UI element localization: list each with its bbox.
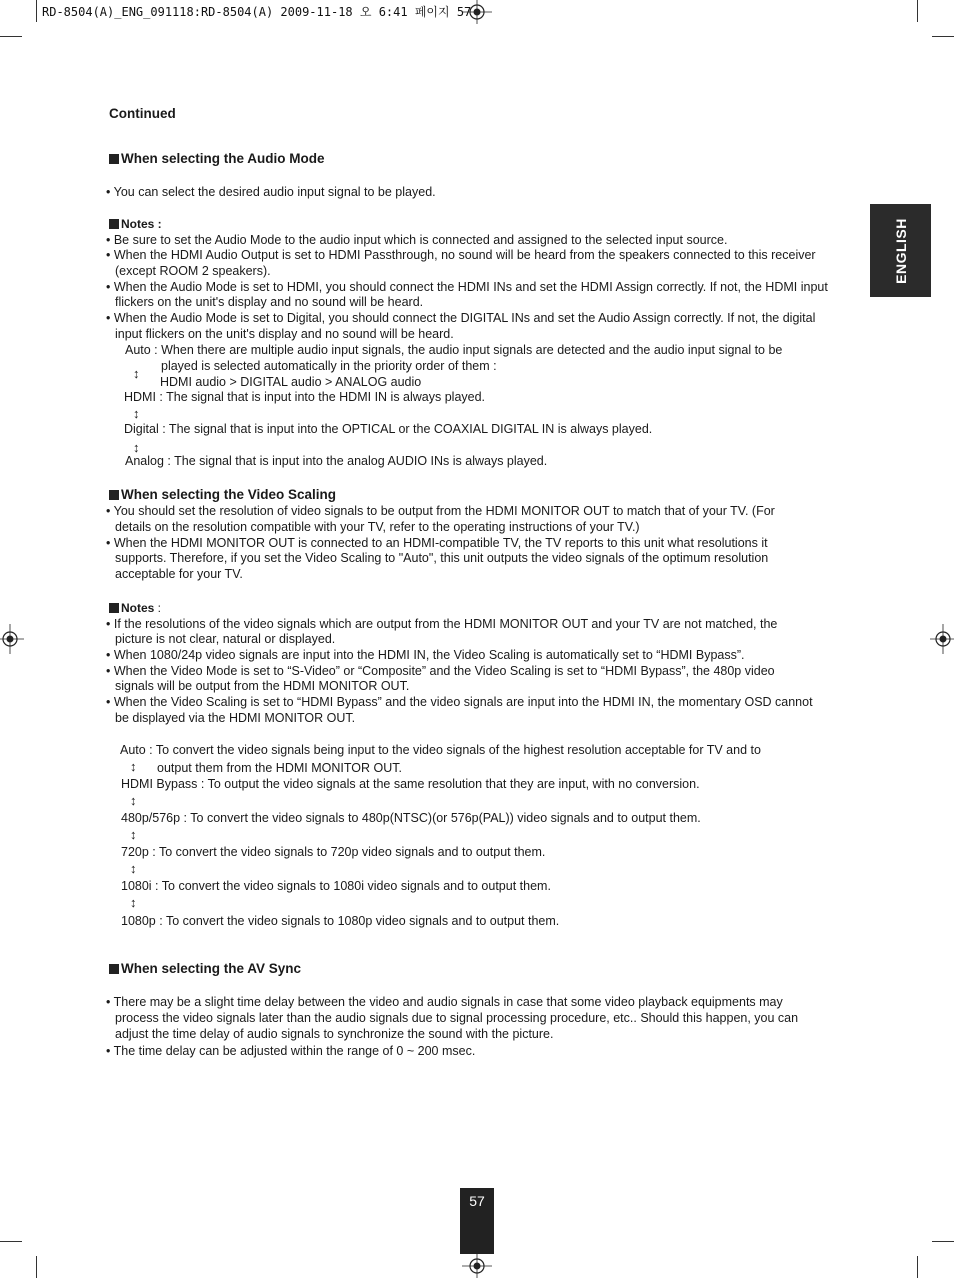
registration-mark-icon [930,624,954,654]
audio-mode-auto-cont: played is selected automatically in the priority order of them : [161,359,497,373]
av-sync-line: • The time delay can be adjusted within the range of 0 ~ 200 msec. [106,1044,476,1058]
video-mode-auto: Auto : To convert the video signals being input to the video signals of the highest resolution acceptable for TV and to [120,743,761,757]
video-intro-line: details on the resolution compatible with your TV, refer to the operating instructions of your TV.) [115,520,640,534]
video-intro-line: acceptable for your TV. [115,567,243,581]
audio-mode-hdmi: HDMI : The signal that is input into the HDMI IN is always played. [124,390,486,404]
print-header: RD-8504(A)_ENG_091118:RD-8504(A) 2009-11-18 오 6:41 페이지 57 [42,5,472,19]
audio-note-line: • When the Audio Mode is set to Digital, you should connect the DIGITAL INs and set the Audio Assign correctly. If not, the digital [106,311,816,325]
audio-mode-heading: When selecting the Audio Mode [109,151,325,166]
crop-mark [0,1241,22,1242]
audio-mode-auto: Auto : When there are multiple audio input signals, the audio input signals are detected and the audio input signal to be [125,343,783,357]
video-mode-hdmi-bypass: HDMI Bypass : To output the video signals at the same resolution that they are input, with no conversion. [121,777,700,791]
crop-mark [0,36,22,37]
audio-mode-digital: Digital : The signal that is input into the OPTICAL or the COAXIAL DIGITAL IN is always played. [124,422,653,436]
video-intro-line: • When the HDMI MONITOR OUT is connected to an HDMI-compatible TV, the TV reports to this unit what resolutions it [106,536,768,550]
video-mode-720p: 720p : To convert the video signals to 720p video signals and to output them. [121,845,546,859]
square-bullet-icon [109,490,119,500]
video-note-line: • When the Video Mode is set to “S-Video” or “Composite” and the Video Scaling is set to “HDMI Bypass”, the 480p video [106,664,775,678]
square-bullet-icon [109,603,119,613]
audio-note-line: flickers on the unit's display and no sound will be heard. [115,295,424,309]
square-bullet-icon [109,964,119,974]
video-intro-line: • You should set the resolution of video signals to be output from the HDMI MONITOR OUT to match that of your TV. (For [106,504,775,518]
audio-note-line: input flickers on the unit's display and no sound will be heard. [115,327,454,341]
av-sync-line: adjust the time delay of audio signals to synchronize the sound with the picture. [115,1027,554,1041]
video-notes-label: Notes : [109,601,161,615]
crop-mark [917,0,918,22]
video-mode-1080i: 1080i : To convert the video signals to 1080i video signals and to output them. [121,879,551,893]
video-mode-auto-cont: output them from the HDMI MONITOR OUT. [157,761,402,775]
video-note-line: • When the Video Scaling is set to “HDMI Bypass” and the video signals are input into the HDMI IN, the momentary OSD cannot [106,695,813,709]
updown-arrow-icon: ↕ [133,440,140,455]
page-number-box [460,1188,494,1254]
updown-arrow-icon: ↕ [133,406,140,421]
square-bullet-icon [109,219,119,229]
continued-label: Continued [109,106,176,121]
video-note-line: • If the resolutions of the video signals which are output from the HDMI MONITOR OUT and your TV are not matched, the [106,617,778,631]
audio-note-line: • Be sure to set the Audio Mode to the audio input which is connected and assigned to the selected input source. [106,233,728,247]
video-note-line: signals will be output from the HDMI MONITOR OUT. [115,679,410,693]
video-note-line: be displayed via the HDMI MONITOR OUT. [115,711,356,725]
updown-arrow-icon: ↕ [130,895,137,910]
language-tab [870,204,931,297]
video-note-line: • When 1080/24p video signals are input into the HDMI IN, the Video Scaling is automatically set to “HDMI Bypass”. [106,648,745,662]
crop-mark [36,0,37,22]
audio-priority-order: HDMI audio > DIGITAL audio > ANALOG audio [160,375,422,389]
audio-notes-label: Notes : [109,217,162,231]
audio-mode-analog: Analog : The signal that is input into the analog AUDIO INs is always played. [125,454,548,468]
square-bullet-icon [109,154,119,164]
registration-mark-icon [462,1254,492,1278]
av-sync-heading: When selecting the AV Sync [109,961,301,976]
page-number: 57 [469,1193,485,1209]
audio-note-line: • When the Audio Mode is set to HDMI, you should connect the HDMI INs and set the HDMI Assign correctly. If not, the HDMI input [106,280,828,294]
language-tab-label: ENGLISH [892,217,909,284]
audio-note-line: (except ROOM 2 speakers). [115,264,271,278]
video-mode-1080p: 1080p : To convert the video signals to 1080p video signals and to output them. [121,914,560,928]
crop-mark [932,1241,954,1242]
video-intro-line: supports. Therefore, if you set the Video Scaling to "Auto", this unit outputs the video signals of the optimum resolution [115,551,769,565]
registration-mark-icon [0,624,24,654]
updown-arrow-icon: ↕ [130,827,137,842]
updown-arrow-icon: ↕ [133,366,140,381]
crop-mark [36,1256,37,1278]
audio-note-line: • When the HDMI Audio Output is set to HDMI Passthrough, no sound will be heard from the speakers connected to this receiver [106,248,816,262]
video-scaling-heading: When selecting the Video Scaling [109,487,336,502]
av-sync-line: process the video signals later than the audio signals due to signal processing procedure, etc.. Should this happen, you can [115,1011,799,1025]
video-note-line: picture is not clear, natural or displayed. [115,632,336,646]
video-mode-480p: 480p/576p : To convert the video signals to 480p(NTSC)(or 576p(PAL)) video signals and to output them. [121,811,701,825]
audio-intro: • You can select the desired audio input signal to be played. [106,185,436,199]
crop-mark [917,1256,918,1278]
updown-arrow-icon: ↕ [130,861,137,876]
updown-arrow-icon: ↕ [130,793,137,808]
crop-mark [932,36,954,37]
av-sync-line: • There may be a slight time delay between the video and audio signals in case that some video playback equipments may [106,995,783,1009]
updown-arrow-icon: ↕ [130,759,137,774]
